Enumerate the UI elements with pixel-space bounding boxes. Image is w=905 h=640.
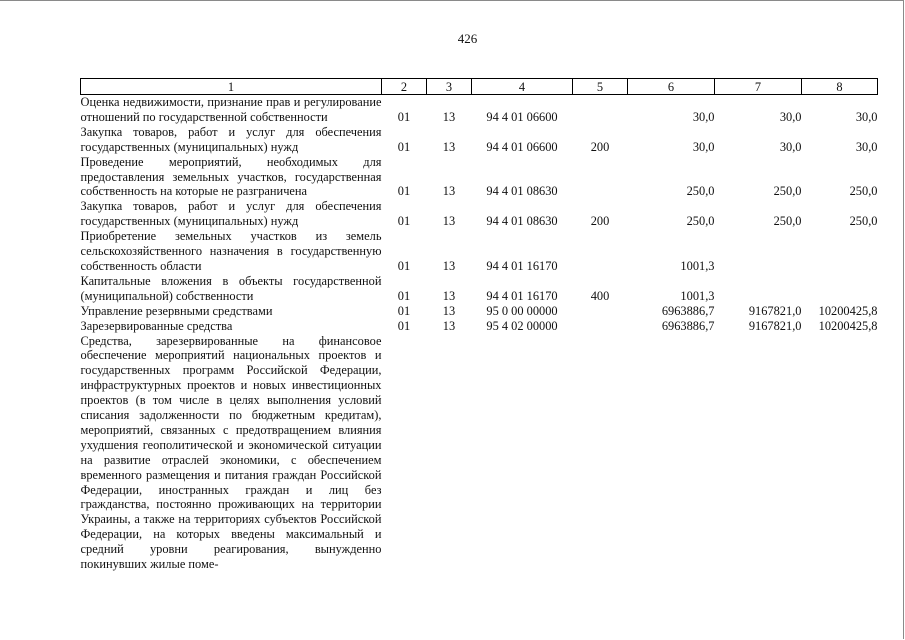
column-header: 6 — [628, 79, 715, 95]
subsection-code: 13 — [442, 214, 456, 229]
expense-type-code — [573, 229, 628, 274]
column-header: 7 — [715, 79, 802, 95]
column-header: 4 — [472, 79, 573, 95]
amount-year-3 — [802, 274, 878, 304]
amount-year-2: 30,0 — [779, 139, 802, 154]
amount-year-1: 1001,3 — [680, 258, 715, 273]
subsection-code: 13 — [442, 109, 456, 124]
table-row — [81, 319, 878, 334]
subsection-code: 13 — [442, 288, 456, 303]
column-header: 3 — [427, 79, 472, 95]
target-article-code: 94 4 01 16170 — [486, 288, 558, 303]
table-row — [81, 274, 878, 304]
subsection-code: 13 — [442, 139, 456, 154]
table-row — [81, 334, 878, 573]
section-code: 01 — [397, 139, 411, 154]
row-name: Средства, зарезервированные на финансовое обеспечение мероприятий национальных проектов и государственных программ Российской Федерации, инфраструктурных проектов и новых инвестиционных проектов (в том числе в целях выполнения условий списания задолженности по бюджетным кредитам), мероприятий, связанных с предотвращением влияния ухудшения геополитической и экономической ситуации на развитие отраслей экономики, с обеспечением временного размещения и питания граждан Российской Федерации, иностранных граждан и лиц без гражданства, постоянно проживающих на территории Украины, а также на территориях субъектов Российской Федерации, на которых введены максимальный и средний уровни реагирования, вынужденно покинувших жилые поме- — [80, 333, 382, 572]
amount-year-2: 9167821,0 — [748, 318, 802, 333]
section-code: 01 — [397, 258, 411, 273]
expense-type-code: 200 — [590, 139, 610, 154]
amount-year-1 — [628, 334, 715, 573]
column-header: 1 — [81, 79, 382, 95]
amount-year-1: 1001,3 — [680, 288, 715, 303]
amount-year-3: 250,0 — [849, 184, 878, 199]
table-row — [81, 155, 878, 200]
expense-type-code — [573, 155, 628, 200]
target-article-code: 94 4 01 06600 — [486, 139, 558, 154]
amount-year-2: 250,0 — [773, 214, 802, 229]
amount-year-1: 250,0 — [686, 184, 715, 199]
amount-year-1: 30,0 — [692, 109, 715, 124]
column-header: 2 — [382, 79, 427, 95]
expense-type-code — [573, 304, 628, 319]
column-header: 5 — [573, 79, 628, 95]
amount-year-2: 9167821,0 — [748, 303, 802, 318]
amount-year-2 — [715, 229, 802, 274]
amount-year-1: 6963886,7 — [661, 318, 715, 333]
table-row — [81, 199, 878, 229]
expense-type-code — [573, 95, 628, 125]
row-name: Проведение мероприятий, необходимых для предоставления земельных участков, государственная собственность на которые не разграничена — [80, 154, 382, 199]
section-code: 01 — [397, 318, 411, 333]
table-row — [81, 229, 878, 274]
row-name: Приобретение земельных участков из земель сельскохозяйственного назначения в государственную собственность области — [80, 229, 382, 273]
budget-table — [80, 78, 878, 572]
page-number: 426 — [457, 31, 478, 46]
amount-year-3: 10200425,8 — [818, 318, 878, 333]
row-name: Зарезервированные средства — [80, 318, 233, 333]
target-article-code: 94 4 01 08630 — [486, 214, 558, 229]
amount-year-2 — [715, 274, 802, 304]
target-article-code: 94 4 01 06600 — [486, 109, 558, 124]
target-article-code — [472, 334, 573, 573]
section-code: 01 — [397, 303, 411, 318]
amount-year-2: 30,0 — [779, 109, 802, 124]
amount-year-3 — [802, 229, 878, 274]
row-name: Капитальные вложения в объекты государственной (муниципальной) собственности — [80, 273, 382, 303]
expense-type-code — [573, 319, 628, 334]
amount-year-3: 250,0 — [849, 214, 878, 229]
row-name: Закупка товаров, работ и услуг для обеспечения государственных (муниципальных) нужд — [80, 199, 382, 229]
target-article-code: 95 0 00 00000 — [486, 303, 558, 318]
amount-year-1: 6963886,7 — [661, 303, 715, 318]
expense-type-code — [573, 334, 628, 573]
section-code: 01 — [397, 288, 411, 303]
row-name: Управление резервными средствами — [80, 303, 273, 318]
expense-type-code: 400 — [590, 288, 610, 303]
amount-year-3: 10200425,8 — [818, 303, 878, 318]
table-row — [81, 125, 878, 155]
amount-year-2: 250,0 — [773, 184, 802, 199]
table-row — [81, 95, 878, 125]
target-article-code: 94 4 01 16170 — [486, 258, 558, 273]
row-name: Закупка товаров, работ и услуг для обеспечения государственных (муниципальных) нужд — [80, 124, 382, 154]
amount-year-3 — [802, 334, 878, 573]
subsection-code: 13 — [442, 184, 456, 199]
amount-year-1: 250,0 — [686, 214, 715, 229]
section-code: 01 — [397, 109, 411, 124]
subsection-code: 13 — [442, 258, 456, 273]
target-article-code: 95 4 02 00000 — [486, 318, 558, 333]
row-name: Оценка недвижимости, признание прав и регулирование отношений по государственной собственности — [80, 95, 382, 124]
amount-year-2 — [715, 334, 802, 573]
table-header-row — [81, 79, 878, 95]
section-code: 01 — [397, 214, 411, 229]
target-article-code: 94 4 01 08630 — [486, 184, 558, 199]
amount-year-3: 30,0 — [855, 109, 878, 124]
subsection-code: 13 — [442, 318, 456, 333]
section-code — [382, 334, 427, 573]
expense-type-code: 200 — [590, 214, 610, 229]
table-row — [81, 304, 878, 319]
subsection-code — [427, 334, 472, 573]
column-header: 8 — [802, 79, 878, 95]
section-code: 01 — [397, 184, 411, 199]
subsection-code: 13 — [442, 303, 456, 318]
amount-year-3: 30,0 — [855, 139, 878, 154]
amount-year-1: 30,0 — [692, 139, 715, 154]
